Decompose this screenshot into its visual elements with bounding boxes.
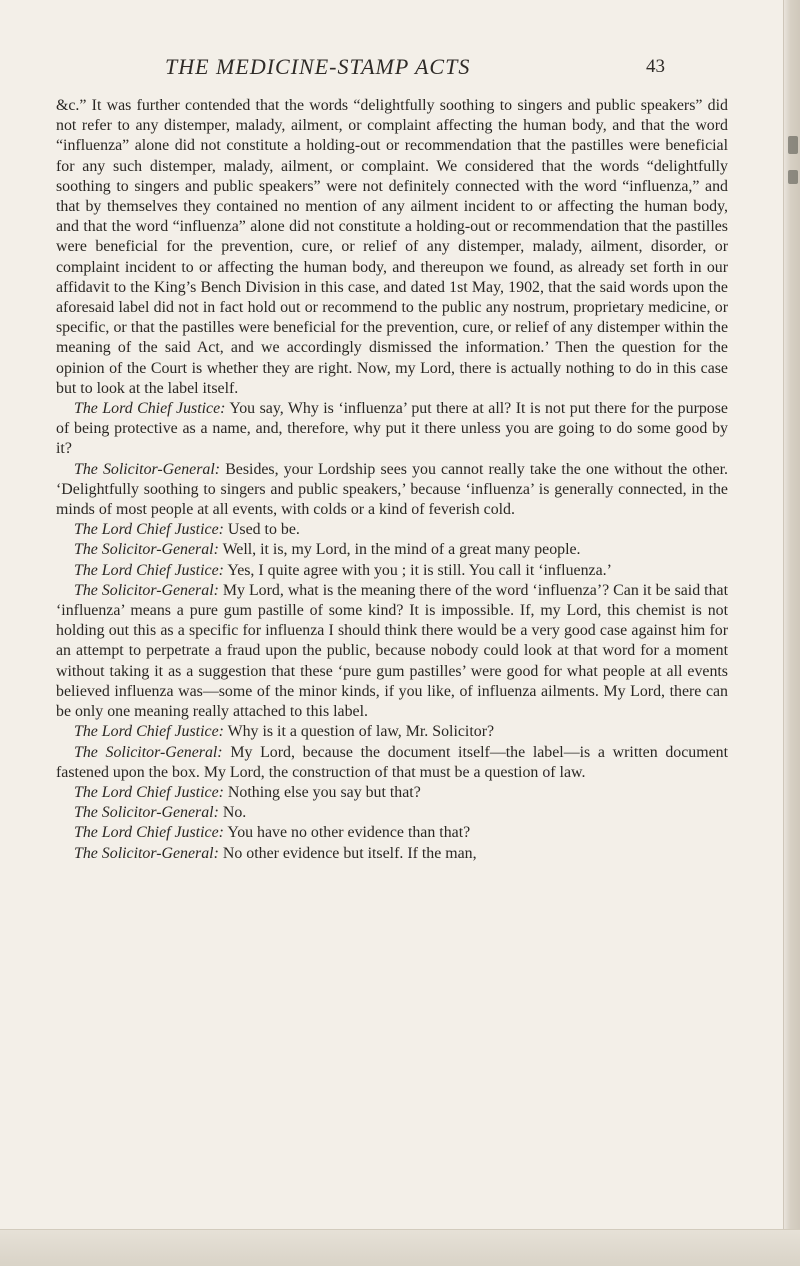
- paragraph: [56, 96, 728, 399]
- paragraph-text: My Lord, what is the meaning there of the word ‘influenza’? Can it be said that ‘influenza’ means a pure gum pastille of some kind? It is impossible. If, my Lord, this chemist is not holding out this as a specific for influenza I should think there would be a very good case against him for an attempt to perpetrate a fraud upon the public, because nobody could look at that word for a moment without taking it as a suggestion that these ‘pure gum pastilles’ were good for what people at all events believed influenza was—some of the minor kinds, if you like, of influenza ailments. My Lord, there can be only one meaning really attached to this label.: [56, 581, 728, 721]
- paragraph-text: Besides, your Lordship sees you cannot really take the one without the other. ‘Delightfully soothing to singers and public speakers,’ because ‘influenza’ is generally connected, in the minds of most people at all events, with colds or a kind of feverish cold.: [56, 460, 728, 519]
- paragraph: [56, 844, 728, 864]
- paragraph-text: Yes, I quite agree with you ; it is still. You call it ‘influenza.’: [227, 561, 612, 579]
- paragraph-text: No other evidence but itself. If the man,: [222, 844, 477, 862]
- paragraph-text: You say, Why is ‘influenza’ put there at all? It is not put there for the purpose of being protective as a name, and, therefore, why put it there unless you are going to do some good by it?: [56, 400, 728, 458]
- page-number: 43: [646, 56, 665, 77]
- page-edge: [783, 0, 800, 1266]
- paragraph-text: Well, it is, my Lord, in the mind of a great many people.: [222, 541, 581, 559]
- speaker-label: The Lord Chief Justice:: [74, 521, 224, 539]
- paragraph-text: &c.” It was further contended that the words “delightfully soothing to singers and public speakers” did not refer to any distemper, malady, ailment, or complaint affecting the human body, and that the word “influenza” alone did not constitute a holding-out or recommendation that the pastilles were beneficial for any such distemper, malady, ailment, or complaint. We considered that the words “delightfully soothing to singers and public speakers” were not definitely connected with the word “influenza,” and that by themselves they contained no mention of any ailment incident to or affecting the human body, and that the word “influenza” alone did not constitute a holding-out or recommendation that the pastilles were beneficial for the prevention, cure, or relief of any distemper, malady, ailment, disorder, or complaint incident to or affecting the human body, and thereupon we found, as already set forth in our affidavit to the King’s Bench Division in this case, and dated 1st May, 1902, that the said words upon the aforesaid label did not in fact hold out or recommend to the public any nostrum, proprietary medicine, or specific, or that the pastilles were beneficial for the prevention, cure, or relief of any distemper within the meaning of the said Act, and we accordingly dismissed the information.’ Then the question for the opinion of the Court is whether they are right. Now, my Lord, there is actually nothing to do in this case but to look at the label itself.: [56, 97, 728, 397]
- paragraph: [56, 803, 728, 823]
- speaker-label: The Lord Chief Justice:: [74, 561, 224, 579]
- paragraph: [56, 783, 728, 803]
- page-bottom-edge: [0, 1229, 800, 1266]
- running-title: THE MEDICINE-STAMP ACTS: [165, 54, 471, 79]
- paragraph-text: Nothing else you say but that?: [227, 783, 421, 801]
- page-header: [165, 54, 665, 82]
- speaker-label: The Solicitor-General:: [74, 804, 219, 822]
- paragraph: [56, 581, 728, 722]
- speaker-label: The Solicitor-General:: [74, 743, 223, 761]
- paragraph-text: Why is it a question of law, Mr. Solicitor?: [227, 723, 495, 741]
- paragraph: [56, 561, 728, 581]
- paragraph: [56, 460, 728, 521]
- paragraph: [56, 743, 728, 783]
- speaker-label: The Solicitor-General:: [74, 844, 219, 862]
- speaker-label: The Lord Chief Justice:: [74, 723, 224, 741]
- paragraph: [56, 399, 728, 460]
- paragraph: [56, 823, 728, 843]
- speaker-label: The Solicitor-General:: [74, 460, 221, 478]
- paragraph: [56, 520, 728, 540]
- speaker-label: The Solicitor-General:: [74, 581, 219, 599]
- edge-mark: [788, 136, 798, 154]
- paragraph-text: Used to be.: [227, 521, 300, 539]
- speaker-label: The Lord Chief Justice:: [74, 783, 224, 801]
- speaker-label: The Solicitor-General:: [74, 541, 219, 559]
- paragraph-text: My Lord, because the document itself—the label—is a written document fastened upon the box. My Lord, the construction of that must be a question of law.: [56, 743, 728, 781]
- paragraph-text: No.: [222, 804, 247, 822]
- speaker-label: The Lord Chief Justice:: [74, 824, 224, 842]
- body-text: [56, 96, 728, 864]
- edge-mark: [788, 170, 798, 184]
- paragraph: [56, 540, 728, 560]
- paragraph: [56, 722, 728, 742]
- speaker-label: The Lord Chief Justice:: [74, 400, 226, 418]
- paragraph-text: You have no other evidence than that?: [227, 824, 471, 842]
